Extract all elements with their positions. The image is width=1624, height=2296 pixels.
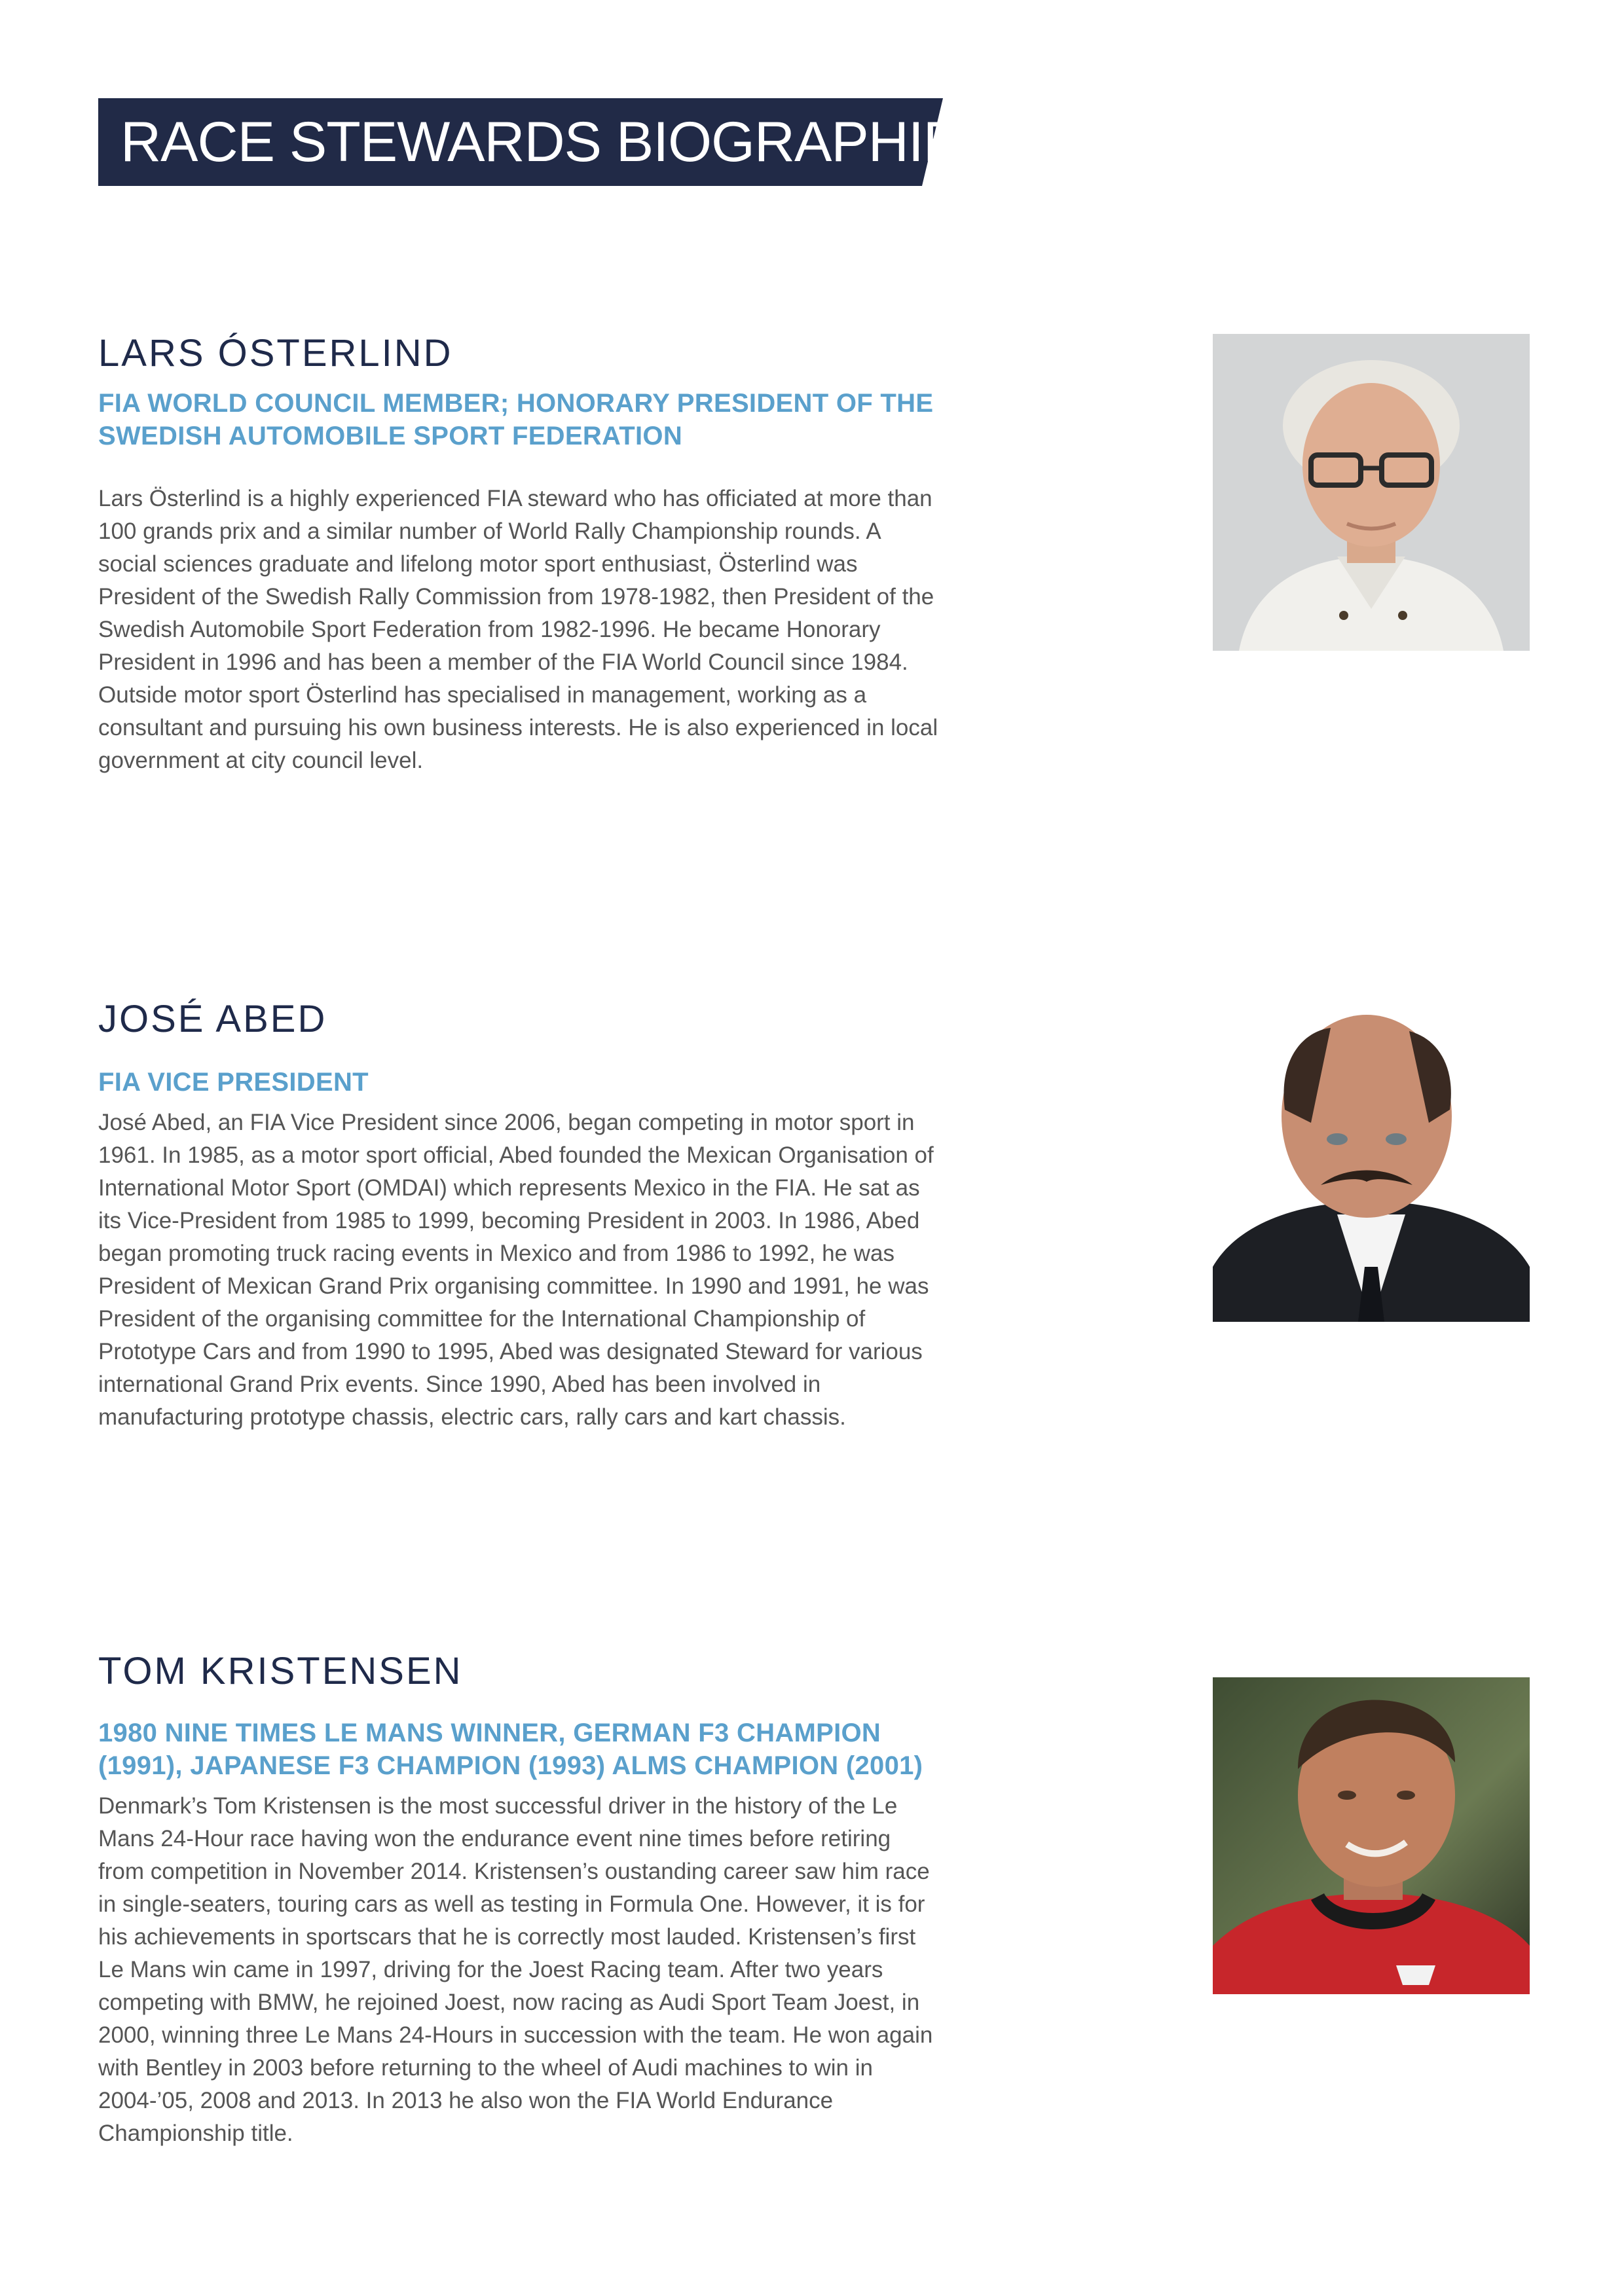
portrait-illustration xyxy=(1213,1677,1530,1994)
portrait-illustration xyxy=(1213,1005,1530,1322)
steward-name: TOM KRISTENSEN xyxy=(98,1650,463,1692)
steward-biography: José Abed, an FIA Vice President since 2006, began competing in motor sport in 1961. In 1985, as a motor sport official, Abed founded the Mexican Organisation of International Motor Sport (OMDAI) which represents Mexico in the FIA. He sat as its Vice-President from 1985 to 1999, becoming President in 2003. In 1986, Abed began promoting truck racing events in Mexico and from 1986 to 1992, he was President of Mexican Grand Prix organising committee. In 1990 and 1991, he was President of the organising committee for the International Championship of Prototype Cars and from 1990 to 1995, Abed was designated Steward for various international Grand Prix events. Since 1990, Abed has been involved in manufacturing prototype chassis, electric cars, rally cars and kart chassis. xyxy=(98,1110,934,1430)
steward-name: LARS ÓSTERLIND xyxy=(98,332,453,374)
steward-role: FIA VICE PRESIDENT xyxy=(98,1068,369,1097)
steward-biography: Denmark’s Tom Kristensen is the most successful driver in the history of the Le Mans 24-Hour race having won the endurance event nine times before retiring from competition in November 2014. Kristensen’s oustanding career saw him race in single-seaters, touring cars as well as testing in Formula One. However, it is for his achievements in sportscars that he is correctly most lauded. Kristensen’s first Le Mans win came in 1997, driving for the Joest Racing team. After two years competing with BMW, he rejoined Joest, now racing as Audi Sport Team Joest, in 2000, winning three Le Mans 24-Hours in succession with the team. He won again with Bentley in 2003 before returning to the wheel of Audi machines to win in 2004-’05, 2008 and 2013. In 2013 he also won the FIA World Endurance Championship title. xyxy=(98,1793,933,2146)
header-banner xyxy=(98,98,997,186)
portrait-illustration xyxy=(1213,334,1530,651)
steward-bio xyxy=(98,331,936,777)
steward-biography: Lars Österlind is a highly experienced FIA steward who has officiated at more than 100 grands prix and a similar number of World Rally Championship rounds. A social sciences graduate and lifelong motor sport enthusiast, Österlind was President of the Swedish Rally Commission from 1978-1982, then President of the Swedish Automobile Sport Federation from 1982-1996. He became Honorary President in 1996 and has been a member of the FIA World Council since 1984. Outside motor sport Österlind has specialised in management, working as a consultant and pursuing his own business interests. He is also experienced in local government at city council level. xyxy=(98,486,938,773)
steward-role: 1980 NINE TIMES LE MANS WINNER, GERMAN F3 CHAMPION (1991), JAPANESE F3 CHAMPION (1993) ALMS CHAMPION (2001) xyxy=(98,1719,923,1780)
portrait-photo xyxy=(1213,334,1530,651)
steward-name: JOSÉ ABED xyxy=(98,998,327,1040)
portrait-photo xyxy=(1213,1677,1530,1994)
steward-bio xyxy=(98,1649,936,2150)
steward-bio xyxy=(98,996,936,1434)
page-title: RACE STEWARDS BIOGRAPHIES xyxy=(120,111,997,173)
portrait-photo xyxy=(1213,1005,1530,1322)
steward-role: FIA WORLD COUNCIL MEMBER; HONORARY PRESIDENT OF THE SWEDISH AUTOMOBILE SPORT FEDERATION xyxy=(98,389,934,450)
